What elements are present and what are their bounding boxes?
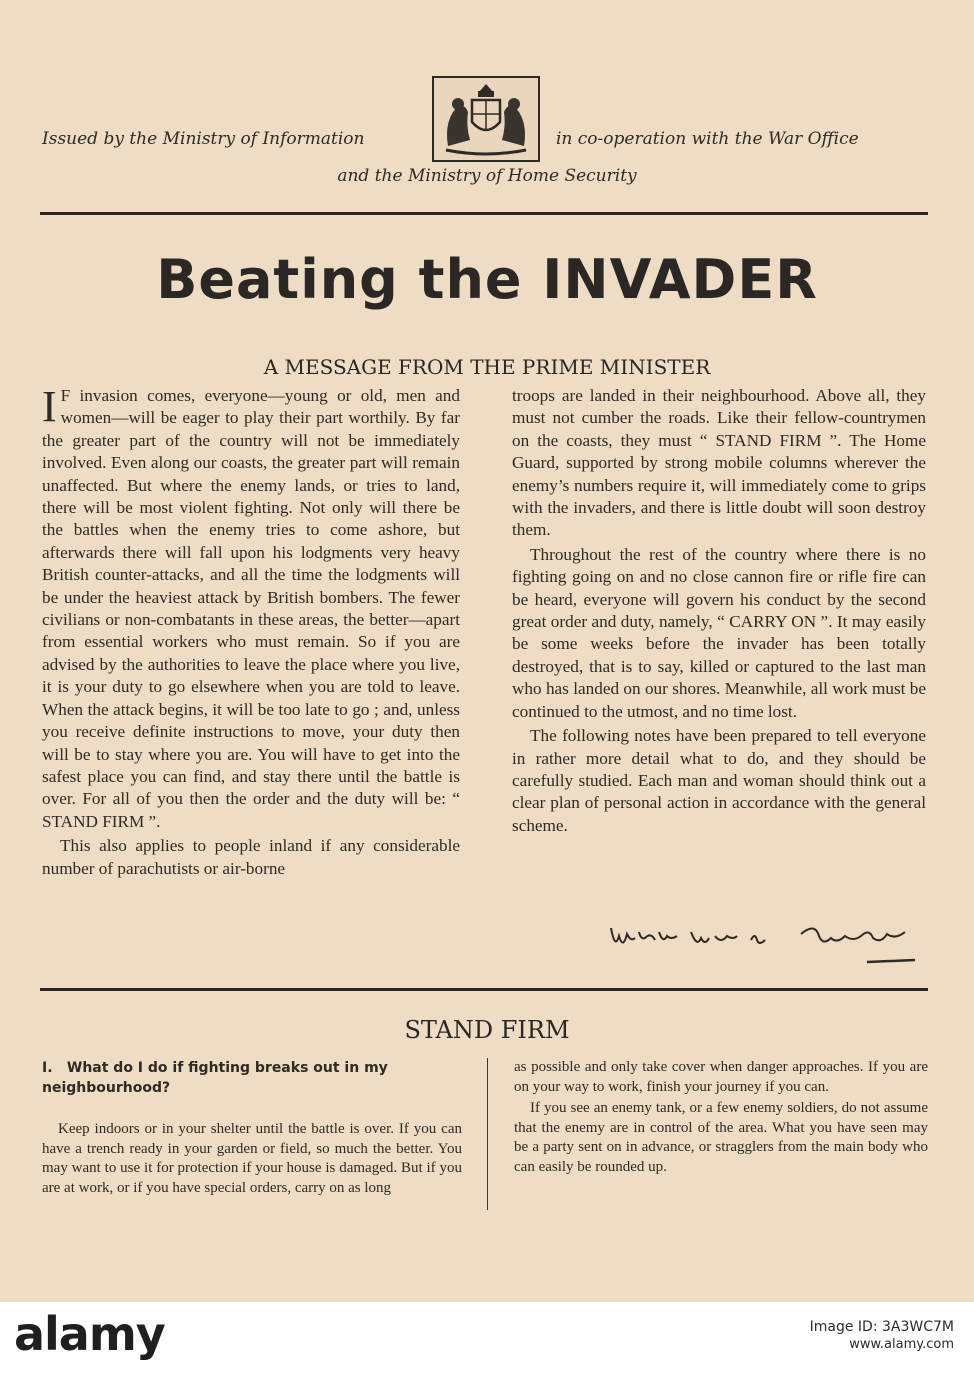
message-paragraph: Throughout the rest of the country where there is no fighting going on and no close cannon fire or rifle fire can be heard, everyone will govern his conduct by the second great order and duty, namely, “ CARRY ON ”. It may easily be some weeks before the invader has been totally destroyed, that is to say, killed or captured to the last man who has landed on our shores. Meanwhile, all work must be continued to the utmost, and no time lost. bbox=[512, 544, 926, 721]
page-title: Beating the INVADER bbox=[156, 248, 818, 311]
message-paragraph: troops are landed in their neighbourhood. Above all, they must not cumber the roads. Like their fellow-countrymen on the coasts, they must “ STAND FIRM ”. The Home Guard, supported by strong mobile columns wherever the enemy’s numbers require it, will immediately come to grips with the invaders, and there is little doubt will soon destroy them. bbox=[512, 386, 926, 540]
churchill-signature bbox=[605, 910, 925, 970]
message-column-left bbox=[42, 382, 460, 880]
question-number: I. bbox=[42, 1060, 53, 1076]
royal-coat-of-arms bbox=[432, 76, 540, 162]
stand-firm-paragraph: If you see an enemy tank, or a few enemy soldiers, do not assume that the enemy are in control of the area. What you have seen may be a party sent on in advance, or stragglers from the main body who can easily be rounded up. bbox=[514, 1100, 928, 1175]
middle-rule bbox=[40, 988, 928, 991]
stand-firm-paragraph: as possible and only take cover when danger approaches. If you are on your way to work, finish your journey if you can. bbox=[514, 1059, 928, 1095]
message-paragraph: The following notes have been prepared to tell everyone in rather more detail what to do, and they should be carefully studied. Each man and woman should think out a clear plan of personal action in accordance with the general scheme. bbox=[512, 726, 926, 835]
issued-by-left: Issued by the Ministry of Information bbox=[42, 129, 365, 149]
question-heading bbox=[42, 1058, 467, 1098]
stand-firm-paragraph: Keep indoors or in your shelter until the battle is over. If you can have a trench ready in your garden or field, so much the better. You may want to use it for protection if your house is damaged. But if you are at work, or if you have special orders, carry on as long bbox=[42, 1121, 462, 1196]
question-text: What do I do if fighting breaks out in my neighbourhood? bbox=[42, 1060, 388, 1096]
stock-url: www.alamy.com bbox=[849, 1337, 954, 1352]
message-subtitle: A MESSAGE FROM THE PRIME MINISTER bbox=[263, 355, 711, 379]
message-column-right bbox=[512, 385, 926, 837]
message-paragraph bbox=[42, 382, 460, 833]
message-paragraph: This also applies to people inland if any considerable number of parachutists or air-borne bbox=[42, 836, 460, 878]
message-paragraph-text: F invasion comes, everyone—young or old, men and women—will be eager to play their part worthily. By far the greater part of the country will not be immediately involved. Even along our coasts, the greater part will remain unaffected. But where the enemy lands, or tries to land, there will be most violent fighting. Not only will there be the battles when the enemy tries to come ashore, but afterwards there will fall upon his lodgments very heavy British counter-attacks, and all the time the lodgments will be under the heaviest attack by British bombers. The fewer civilians or non-combatants in these areas, the better—apart from essential workers who must remain. So if you are advised by the authorities to leave the place where you live, it is your duty to go elsewhere when you are told to leave. When the attack begins, it will be too late to go ; and, unless you receive definite instructions to move, your duty then will be to stay where you are. You will have to get into the safest place you can find, and stay there until the battle is over. For all of you then the order and the duty will be: “ STAND FIRM ”. bbox=[42, 386, 460, 831]
stand-firm-column-left bbox=[42, 1120, 462, 1198]
column-divider bbox=[487, 1058, 488, 1210]
stand-firm-column-right bbox=[514, 1058, 928, 1177]
issued-by-line2: and the Ministry of Home Security bbox=[337, 166, 637, 186]
stand-firm-heading: STAND FIRM bbox=[404, 1016, 570, 1044]
stock-info bbox=[810, 1318, 954, 1354]
drop-cap: I bbox=[42, 382, 57, 431]
stock-image-id: Image ID: 3A3WC7M bbox=[809, 1319, 954, 1335]
stock-logo: alamy bbox=[14, 1307, 165, 1361]
issued-by-right: in co-operation with the War Office bbox=[556, 129, 859, 149]
top-rule bbox=[40, 212, 928, 215]
